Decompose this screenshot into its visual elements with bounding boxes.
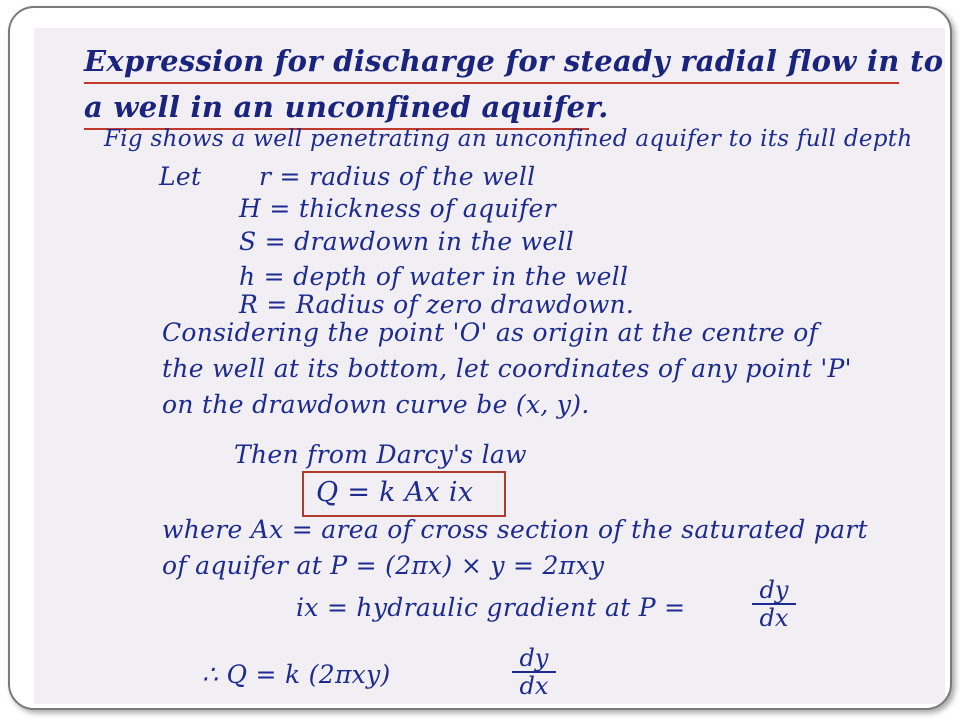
definition-zero-drawdown-radius: R = Radius of zero drawdown.	[239, 290, 635, 319]
therefore-expression: ∴ Q = k (2πxy)	[202, 660, 391, 689]
handwritten-note-page	[34, 28, 945, 704]
let-label: Let	[159, 162, 202, 191]
therefore-numerator: dy	[519, 644, 549, 672]
where-line-2: of aquifer at P = (2πx) × y = 2πxy	[162, 551, 605, 580]
slide-frame	[8, 6, 952, 710]
where-line-1: where Ax = area of cross section of the saturated part	[162, 515, 868, 544]
gradient-fraction	[752, 578, 796, 630]
therefore-denominator: dx	[519, 672, 549, 700]
consider-line-2: the well at its bottom, let coordinates of any point 'P'	[162, 354, 852, 383]
gradient-expression: ix = hydraulic gradient at P =	[296, 593, 686, 622]
gradient-numerator: dy	[759, 576, 789, 604]
gradient-denominator: dx	[759, 604, 789, 632]
consider-line-1: Considering the point 'O' as origin at the centre of	[162, 318, 819, 347]
definition-depth: h = depth of water in the well	[239, 262, 629, 291]
title-line-2: a well in an unconfined aquifer.	[84, 90, 609, 124]
title-underline-1	[84, 82, 899, 84]
definition-radius: r = radius of the well	[259, 162, 536, 191]
title-line-1: Expression for discharge for steady radial flow in to	[84, 44, 944, 78]
intro-text: Fig shows a well penetrating an unconfined aquifer to its full depth	[104, 126, 913, 152]
definition-thickness: H = thickness of aquifer	[239, 194, 556, 223]
therefore-fraction	[512, 646, 556, 698]
consider-line-3: on the drawdown curve be (x, y).	[162, 390, 590, 419]
darcy-intro: Then from Darcy's law	[234, 440, 527, 469]
definition-drawdown: S = drawdown in the well	[239, 227, 575, 256]
darcy-equation: Q = k Ax ix	[316, 477, 474, 508]
